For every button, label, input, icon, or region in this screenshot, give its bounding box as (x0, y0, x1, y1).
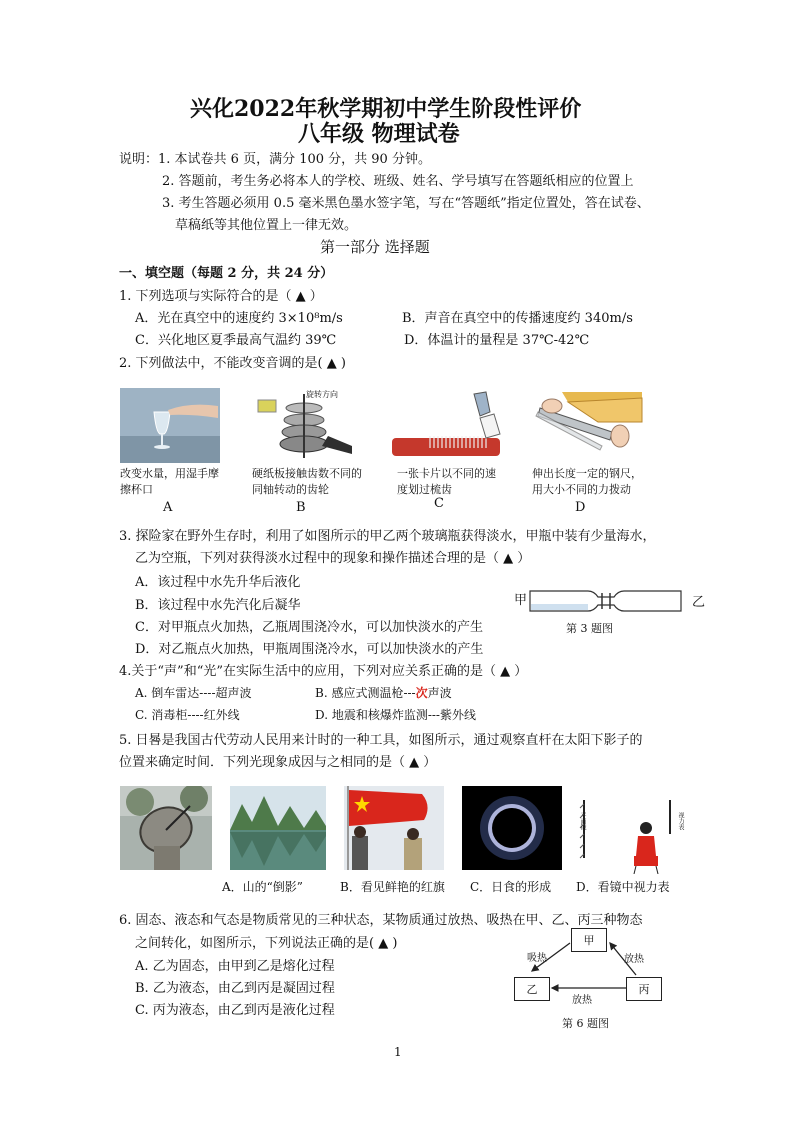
q5-caption-c: C．日食的形成 (470, 880, 552, 894)
q2-caption-c: 一张卡片以不同的速度划过梳齿 (397, 467, 496, 496)
q5-caption-a: A．山的“倒影” (222, 880, 303, 894)
q5-stem-1: 5. 日晷是我国古代劳动人民用来计时的一种工具，如图所示，通过观察直杆在太阳下影子的 (119, 733, 643, 748)
steel-ruler-image (532, 388, 644, 463)
two-bottles-diagram (528, 585, 683, 615)
section-title: 第一部分 选择题 (320, 238, 430, 256)
q6-stem-1: 6. 固态、液态和气态是物质常见的三种状态，某物质通过放热、吸热在甲、乙、丙三种物态 (119, 913, 643, 928)
sundial-photo (120, 786, 212, 870)
state-node-bing: 丙 (626, 977, 662, 1001)
q3-option-c: C．对甲瓶点火加热，乙瓶周围浇冷水，可以加快淡水的产生 (135, 620, 483, 635)
q3-fig-caption: 第 3 题图 (566, 622, 613, 635)
q1-stem: 1. 下列选项与实际符合的是（ ▲ ） (119, 289, 323, 304)
page-number: 1 (394, 1045, 402, 1059)
note-2: 2. 答题前，考生务必将本人的学校、班级、姓名、学号填写在答题纸相应的位置上 (162, 174, 634, 189)
arrow-label-release-1: 放热 (624, 954, 644, 965)
mountain-reflection-photo (230, 786, 326, 870)
q6-option-c: C. 丙为液态，由乙到丙是液化过程 (135, 1003, 335, 1018)
q4-option-b-highlight: 次 (415, 686, 428, 700)
q1-option-d: D．体温计的量程是 37℃-42℃ (404, 333, 590, 348)
q2-caption-a: 改变水量，用湿手摩擦杯口 (120, 467, 219, 496)
arrow-label-release-2: 放热 (572, 995, 592, 1006)
q6-fig-caption: 第 6 题图 (562, 1017, 609, 1030)
q2-label-b: B (296, 500, 306, 515)
q5-caption-d: D．看镜中视力表 (576, 880, 670, 894)
q6-option-a: A. 乙为固态，由甲到乙是熔化过程 (135, 959, 335, 974)
red-flag-photo (344, 786, 444, 870)
note-3b: 草稿纸等其他位置上一律无效。 (175, 218, 358, 233)
q2-caption-d: 伸出长度一定的钢尺，用大小不同的力拨动 (532, 467, 642, 496)
note-3a: 3. 考生答题必须用 0.5 毫米黑色墨水签字笔，写在“答题纸”指定位置处，答在试卷、 (162, 196, 650, 211)
q3-option-a: A．该过程中水先升华后液化 (135, 575, 301, 590)
q2-stem: 2. 下列做法中，不能改变音调的是( ▲ ) (119, 356, 346, 371)
gear-wheels-image (252, 388, 357, 463)
q3-option-d: D．对乙瓶点火加热，甲瓶周围浇冷水，可以加快淡水的产生 (135, 642, 484, 657)
q4-stem: 4.关于“声”和“光”在实际生活中的应用，下列对应关系正确的是（ ▲ ） (119, 664, 528, 679)
comb-card-image (390, 390, 502, 462)
q3-option-b: B．该过程中水先汽化后凝华 (135, 598, 301, 613)
q3-stem-2: 乙为空瓶，下列对获得淡水过程中的现象和操作描述合理的是（ ▲ ） (135, 551, 531, 566)
q4-option-a: A. 倒车雷达----超声波 (135, 686, 252, 700)
q4-option-b-prefix: B. 感应式测温枪--- (315, 686, 416, 700)
exam-title: 兴化2022年秋学期初中学生阶段性评价 (190, 96, 582, 122)
solar-eclipse-photo (462, 786, 562, 870)
q4-option-c: C. 消毒柜----红外线 (135, 708, 240, 722)
q4-option-b-suffix: 声波 (427, 686, 452, 700)
q4-option-b (315, 684, 452, 701)
q2-label-a: A (163, 500, 173, 515)
part-heading: 一、填空题（每题 2 分，共 24 分） (119, 266, 334, 281)
arrow-label-absorb: 吸热 (527, 953, 547, 964)
mirror-label: 平面镜 (579, 812, 586, 830)
q6-option-b: B. 乙为液态，由乙到丙是凝固过程 (135, 981, 335, 996)
state-node-jia: 甲 (571, 928, 607, 952)
q1-option-b: B．声音在真空中的传播速度约 340m/s (402, 311, 633, 326)
q3-stem-1: 3. 探险家在野外生存时，利用了如图所示的甲乙两个玻璃瓶获得淡水，甲瓶中装有少量海水， (119, 529, 656, 544)
state-node-yi: 乙 (514, 977, 550, 1001)
q4-option-d: D. 地震和核爆炸监测---紫外线 (315, 708, 476, 722)
q3-fig-label-yi: 乙 (692, 595, 706, 610)
q3-fig-label-jia: 甲 (514, 593, 528, 608)
q5-caption-b: B．看见鲜艳的红旗 (340, 880, 445, 894)
mirror-eye-chart-diagram (576, 794, 688, 874)
q2-caption-b: 硬纸板接触齿数不同的同轴转动的齿轮 (252, 467, 362, 496)
q6-stem-2: 之间转化，如图所示，下列说法正确的是( ▲ ) (135, 936, 398, 951)
q2-label-c: C (434, 496, 444, 511)
q1-option-c: C．兴化地区夏季最高气温约 39℃ (135, 333, 337, 348)
q5-stem-2: 位置来确定时间．下列光现象成因与之相同的是（ ▲ ） (119, 755, 437, 770)
eye-chart-label: 视力表 (677, 812, 684, 830)
glass-rubbing-image (120, 388, 220, 463)
gear-direction-label: 旋转方向 (306, 390, 338, 399)
q1-option-a: A．光在真空中的速度约 3×10⁸m/s (135, 311, 343, 326)
q2-label-d: D (575, 500, 586, 515)
note-1: 说明：1. 本试卷共 6 页，满分 100 分，共 90 分钟。 (119, 152, 431, 167)
exam-subtitle: 八年级 物理试卷 (298, 121, 460, 147)
